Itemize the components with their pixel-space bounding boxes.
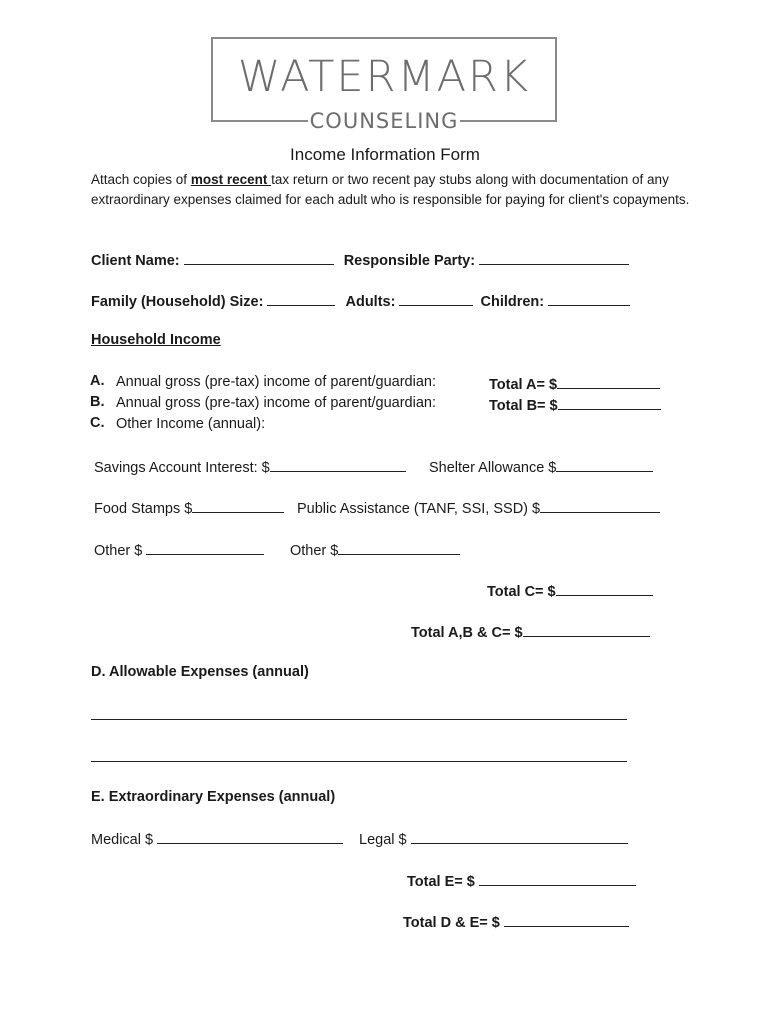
total-de-label: Total D & E= $ [403,915,500,931]
household-income-heading: Household Income [91,332,221,348]
allowable-heading: D. Allowable Expenses (annual) [91,664,309,680]
other1-row [94,540,264,559]
logo-sub-row [211,108,557,134]
shelter-field[interactable] [556,457,653,472]
family-size-field[interactable] [267,291,335,306]
total-a-label: Total A= $ [489,377,558,393]
total-a-field[interactable] [557,374,660,389]
intro-emphasis: most recent [190,172,272,187]
other1-label: Other $ [94,543,143,559]
logo-sub-text: COUNSELING [309,109,459,133]
total-b-row [489,395,661,414]
total-abc-row [411,622,650,641]
total-de-field[interactable] [504,912,629,927]
total-de-row [403,912,629,931]
legal-field[interactable] [411,829,628,844]
other2-row [290,540,460,559]
family-size-label: Family (Household) Size: [91,294,264,310]
responsible-party-label: Responsible Party: [343,253,476,269]
food-stamps-field[interactable] [192,498,284,513]
total-a-row [489,374,660,393]
shelter-label: Shelter Allowance $ [429,460,557,476]
shelter-row [429,457,653,476]
total-e-row [407,871,636,890]
item-a-text: Annual gross (pre-tax) income of parent/guardian: [116,374,436,390]
allowable-line-2[interactable] [91,761,627,762]
logo-rule-right [466,120,532,122]
intro-after: tax return or two recent pay stubs along with documentation of any extraordinary expenses claimed for each adult who is responsible for paying for client's copayments. [91,172,690,207]
item-b-text: Annual gross (pre-tax) income of parent/guardian: [116,395,436,411]
item-b-marker: B. [90,394,105,410]
total-abc-field[interactable] [523,622,650,637]
adults-field[interactable] [399,291,473,306]
item-c-text: Other Income (annual): [116,416,266,432]
logo-main-text: WATERMARK [237,52,531,102]
total-c-label: Total C= $ [487,584,556,600]
food-stamps-label: Food Stamps $ [94,501,193,517]
savings-field[interactable] [270,457,406,472]
total-e-label: Total E= $ [407,874,475,890]
adults-label: Adults: [345,294,396,310]
allowable-line-1[interactable] [91,719,627,720]
client-name-field[interactable] [184,250,334,265]
medical-field[interactable] [157,829,343,844]
children-field[interactable] [548,291,630,306]
client-name-label: Client Name: [91,253,180,269]
medical-label: Medical $ [91,832,154,848]
public-assistance-label: Public Assistance (TANF, SSI, SSD) $ [297,501,541,517]
extraordinary-heading: E. Extraordinary Expenses (annual) [91,789,336,805]
other2-label: Other $ [290,543,339,559]
medical-row [91,829,343,848]
total-b-label: Total B= $ [489,398,558,414]
savings-label: Savings Account Interest: $ [94,460,270,476]
children-label: Children: [480,294,545,310]
responsible-party-field[interactable] [479,250,629,265]
total-b-field[interactable] [558,395,661,410]
total-c-field[interactable] [556,581,653,596]
savings-row [94,457,406,476]
family-size-row [91,291,630,310]
client-name-row [91,250,629,269]
public-assistance-field[interactable] [540,498,660,513]
form-intro [91,170,691,210]
intro-before: Attach copies of [91,172,191,187]
form-title: Income Information Form [290,145,480,164]
food-stamps-row [94,498,284,517]
public-assistance-row [297,498,660,517]
other2-field[interactable] [338,540,460,555]
total-e-field[interactable] [479,871,636,886]
legal-row [359,829,628,848]
total-c-row [487,581,653,600]
legal-label: Legal $ [359,832,407,848]
logo-rule-left [236,120,302,122]
total-abc-label: Total A,B & C= $ [411,625,523,641]
item-c-marker: C. [90,415,105,431]
item-a-marker: A. [90,373,105,389]
other1-field[interactable] [146,540,264,555]
